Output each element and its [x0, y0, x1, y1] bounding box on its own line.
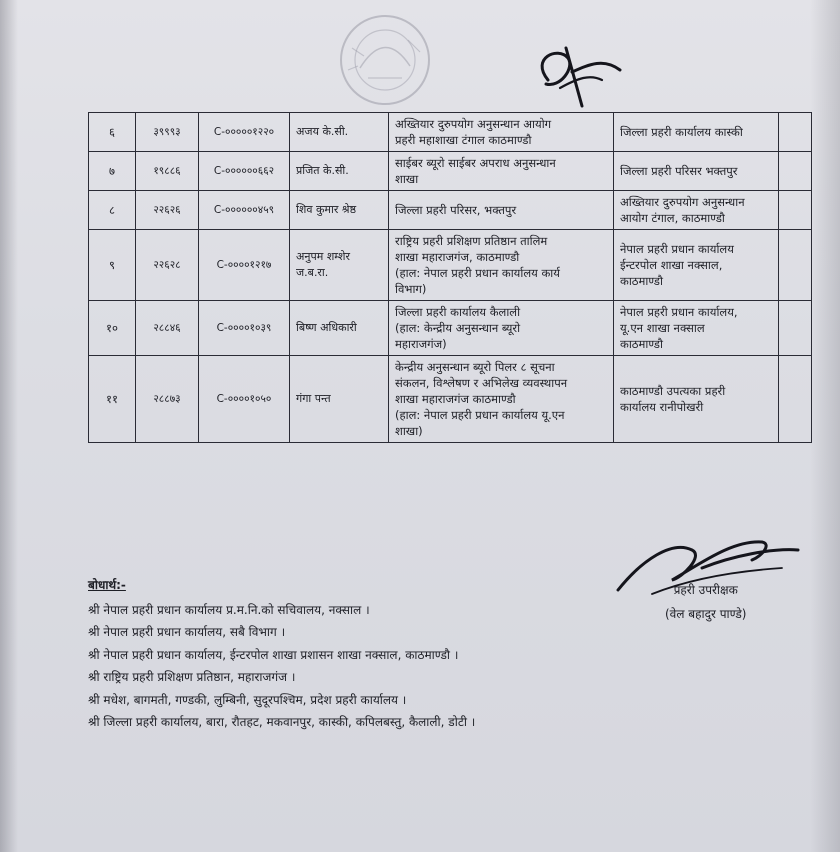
empty-cell [779, 152, 812, 191]
empty-cell [779, 113, 812, 152]
new-office-cell [614, 356, 779, 443]
serial-number-cell: ७ [89, 152, 136, 191]
code-number-cell: C-०००००१२२० [199, 113, 290, 152]
current-office-cell [389, 191, 614, 230]
office-stamp [330, 8, 440, 113]
serial-number-cell: ६ [89, 113, 136, 152]
serial-number-cell: ८ [89, 191, 136, 230]
current-office-line: शाखा महाराजगंज, काठमाण्डौ [395, 250, 520, 264]
new-office-line: जिल्ला प्रहरी कार्यालय कास्की [620, 125, 743, 139]
new-office-line: जिल्ला प्रहरी परिसर भक्तपुर [620, 164, 738, 178]
new-office-line: नेपाल प्रहरी प्रधान कार्यालय [620, 242, 734, 256]
current-office-cell [389, 356, 614, 443]
police-number-cell: १९८८६ [136, 152, 199, 191]
empty-cell [779, 356, 812, 443]
empty-cell [779, 191, 812, 230]
copy-to-line: श्री मधेश, बागमती, गण्डकी, लुम्बिनी, सुदूरपश्चिम, प्रदेश प्रहरी कार्यालय । [88, 692, 407, 707]
current-office-line: शाखा) [395, 424, 423, 438]
current-office-cell [389, 152, 614, 191]
current-office-line: प्रहरी महाशाखा टंगाल काठमाण्डौ [395, 133, 532, 147]
new-office-line: यू.एन शाखा नक्साल [620, 321, 705, 335]
code-number-cell: C-००००१२१७ [199, 230, 290, 301]
new-office-line: कार्यालय रानीपोखरी [620, 400, 704, 414]
transfer-table [88, 112, 812, 443]
current-office-line: (हाल: नेपाल प्रहरी प्रधान कार्यालय कार्य [395, 266, 560, 280]
new-office-line: अख्तियार दुरुपयोग अनुसन्धान [620, 195, 745, 209]
current-office-cell [389, 230, 614, 301]
current-office-line: केन्द्रीय अनुसन्धान ब्यूरो पिलर ८ सूचना [395, 360, 555, 374]
copy-to-line: श्री जिल्ला प्रहरी कार्यालय, बारा, रौतहट, मकवानपुर, कास्की, कपिलबस्तु, कैलाली, डोटी । [88, 715, 476, 729]
current-office-line: जिल्ला प्रहरी कार्यालय कैलाली [395, 305, 521, 319]
copy-to-list [88, 574, 475, 734]
current-office-cell [389, 113, 614, 152]
empty-cell [779, 230, 812, 301]
code-number-cell: C-००००००४५९ [199, 191, 290, 230]
current-office-line: राष्ट्रिय प्रहरी प्रशिक्षण प्रतिष्ठान तालिम [395, 234, 548, 248]
police-number-cell: २८८७३ [136, 356, 199, 443]
name-cell: गंगा पन्त [290, 356, 389, 443]
new-office-line: ईन्टरपोल शाखा नक्साल, [620, 258, 723, 272]
copy-to-line: श्री नेपाल प्रहरी प्रधान कार्यालय, ईन्टरपोल शाखा प्रशासन शाखा नक्साल, काठमाण्डौ । [88, 647, 459, 662]
new-office-cell [614, 113, 779, 152]
signatory-title: प्रहरी उपरीक्षक [673, 583, 738, 597]
name-cell: शिव कुमार श्रेष्ठ [290, 191, 389, 230]
table-row [89, 152, 812, 191]
current-office-line: विभाग) [395, 282, 427, 296]
current-office-cell [389, 301, 614, 356]
new-office-cell [614, 301, 779, 356]
serial-number-cell: ९ [89, 230, 136, 301]
current-office-line: अख्तियार दुरुपयोग अनुसन्धान आयोग [395, 117, 552, 131]
table-row [89, 356, 812, 443]
name-cell: अजय के.सी. [290, 113, 389, 152]
new-office-cell [614, 152, 779, 191]
current-office-line: (हाल: केन्द्रीय अनुसन्धान ब्यूरो [395, 321, 521, 335]
signatory-name: (वेल बहादुर पाण्डे) [665, 607, 747, 621]
new-office-line: आयोग टंगाल, काठमाण्डौ [620, 211, 725, 225]
signatory-block [665, 578, 746, 626]
serial-number-cell: १० [89, 301, 136, 356]
copy-to-heading: बोधार्थ:- [88, 578, 126, 592]
current-office-line: जिल्ला प्रहरी परिसर, भक्तपुर [395, 203, 517, 217]
name-cell: प्रजित के.सी. [290, 152, 389, 191]
police-number-cell: २२६२८ [136, 230, 199, 301]
police-number-cell: २८८४६ [136, 301, 199, 356]
copy-to-line: श्री नेपाल प्रहरी प्रधान कार्यालय प्र.म.नि.को सचिवालय, नक्साल । [88, 602, 370, 617]
code-number-cell: C-००००१०३९ [199, 301, 290, 356]
current-office-line: साईबर ब्यूरो साईबर अपराध अनुसन्धान [395, 156, 556, 170]
code-number-cell: C-००००००६६२ [199, 152, 290, 191]
new-office-cell [614, 230, 779, 301]
new-office-cell [614, 191, 779, 230]
current-office-line: महाराजगंज) [395, 337, 447, 351]
new-office-line: नेपाल प्रहरी प्रधान कार्यालय, [620, 305, 738, 319]
current-office-line: संकलन, विश्लेषण र अभिलेख व्यवस्थापन [395, 376, 568, 390]
table-row [89, 230, 812, 301]
table-row [89, 113, 812, 152]
signature-mark-top [520, 28, 630, 113]
table-row [89, 191, 812, 230]
police-number-cell: ३९९९३ [136, 113, 199, 152]
copy-to-line: श्री राष्ट्रिय प्रहरी प्रशिक्षण प्रतिष्ठान, महाराजगंज । [88, 670, 296, 684]
new-office-line: काठमाण्डौ [620, 274, 663, 288]
police-number-cell: २२६२६ [136, 191, 199, 230]
copy-to-line: श्री नेपाल प्रहरी प्रधान कार्यालय, सबै विभाग । [88, 625, 286, 639]
serial-number-cell: ११ [89, 356, 136, 443]
new-office-line: काठमाण्डौ [620, 337, 663, 351]
table-row [89, 301, 812, 356]
current-office-line: शाखा [395, 172, 419, 186]
current-office-line: शाखा महाराजगंज काठमाण्डौ [395, 392, 516, 406]
empty-cell [779, 301, 812, 356]
new-office-line: काठमाण्डौ उपत्यका प्रहरी [620, 384, 726, 398]
name-cell: अनुपम शम्शेर ज.ब.रा. [290, 230, 389, 301]
code-number-cell: C-००००१०५० [199, 356, 290, 443]
current-office-line: (हाल: नेपाल प्रहरी प्रधान कार्यालय यू.एन [395, 408, 565, 422]
name-cell: बिष्ण अधिकारी [290, 301, 389, 356]
